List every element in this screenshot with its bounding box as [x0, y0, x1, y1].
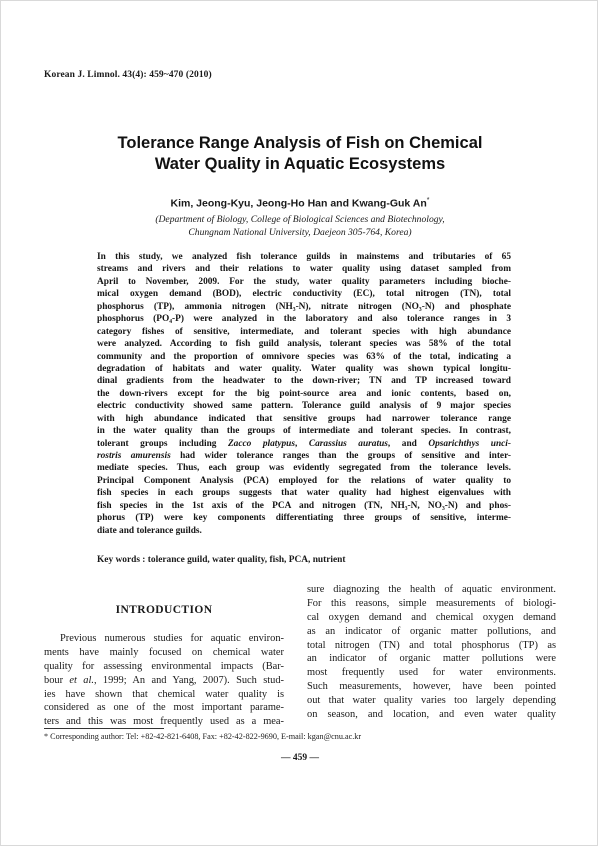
affiliation-line-2: Chungnam National University, Daejeon 305-764, Korea) — [188, 226, 412, 238]
body-line: For this reasons, simple measurements of biologi- — [307, 597, 556, 609]
abstract-line: diate and tolerance guilds. — [97, 525, 202, 536]
abstract-line: April to November, 2009. For the study, water quality parameters including bioche- — [97, 276, 511, 287]
right-column-text — [307, 583, 556, 722]
authors-text: Kim, Jeong-Kyu, Jeong-Ho Han and Kwang-Guk An — [170, 197, 427, 210]
abstract — [97, 251, 511, 537]
body-line: sure diagnozing the health of aquatic environment. — [307, 584, 556, 595]
footnote-divider — [44, 728, 164, 729]
abstract-line: fish species in the 1st axis of the PCA and nitrogen (TN, NH₃-N, NO₃-N) and phos- — [97, 500, 511, 511]
footnote-corresponding-author: * Corresponding author: Tel: +82-42-821-6408, Fax: +82-42-822-9690, E-mail: kgan@cnu.ac.kr — [44, 732, 362, 741]
body-line: ies have shown that chemical water quality is — [44, 688, 284, 700]
abstract-line: tolerant groups including Zacco platypus, Carassius auratus, and Opsarichthys unci- — [97, 438, 512, 449]
title-line-1: Tolerance Range Analysis of Fish on Chemical — [117, 134, 483, 152]
body-line: as an indicator of organic matter pollutions, and — [307, 625, 556, 637]
abstract-line: In this study, we analyzed fish tolerance guilds in mainstems and tributaries of 65 — [97, 252, 511, 262]
body-line: cal oxygen demand and chemical oxygen demand — [307, 611, 556, 623]
paper-title — [60, 133, 540, 175]
body-line: most frequently used for water environments. — [307, 667, 556, 679]
abstract-line: in the water quality than the groups of intermediate and tolerant species. In contrast, — [97, 426, 511, 437]
abstract-line: streams and rivers and their relations to water quality using dataset sampled from — [97, 264, 511, 275]
corresponding-author-mark: * — [426, 197, 430, 204]
abstract-line: mical oxygen demand (BOD), electric conductivity (EC), total nitrogen (TN), total — [97, 289, 511, 300]
abstract-line: Principal Component Analysis (PCA) employed for the relations of water quality to — [97, 475, 511, 486]
abstract-line: category fishes of sensitive, intermediate, and tolerant species with high abundance — [97, 326, 511, 337]
left-column — [44, 598, 284, 729]
affiliation-line-1: (Department of Biology, College of Biological Sciences and Biotechnology, — [155, 214, 445, 225]
page-number: — 459 — — [281, 753, 319, 763]
body-line: Such measurements, however, have been pointed — [307, 681, 556, 693]
body-line: considered as one of the most important parame- — [44, 702, 284, 714]
body-line: out that water quality varies too largely depending — [307, 695, 556, 707]
abstract-line: phosphorus (PO₄-P) were analyzed in the laboratory and also tolerance ranges in 3 — [97, 314, 511, 325]
section-heading-introduction: INTRODUCTION — [115, 604, 213, 616]
abstract-line: degradation of habitats and water quality. Water quality was shown typical longitu- — [97, 363, 511, 374]
abstract-line: with high abundance indicated that sensitive groups had narrower tolerance range — [97, 413, 511, 424]
body-line: Previous numerous studies for aquatic environ- — [60, 633, 284, 644]
body-line: total nitrogen (TN) and total phosphorus (TP) as — [307, 639, 556, 651]
abstract-line: fish species in each groups suggests that water quality had highest eigenvalues with — [97, 488, 511, 499]
abstract-line: phosphorus (TP), ammonia nitrogen (NH₃-N), nitrate nitrogen (NO₃-N) and phosphate — [97, 301, 511, 312]
abstract-line: phorus (TP) were key components differentiating three groups of sensitive, interme- — [97, 513, 511, 524]
body-line: an indicator of organic matter pollutions were — [307, 653, 556, 665]
abstract-line: rostris amurensis had wider tolerance ranges than the groups of sensitive and inter- — [97, 451, 511, 461]
body-line: on season, and location, and even water quality — [307, 709, 556, 721]
abstract-line: mediate species. Thus, each group was evidently segregated from the tolerance levels. — [97, 463, 511, 474]
abstract-line: electric conductivity showed same pattern. Tolerance guild analysis of 9 major species — [97, 401, 511, 412]
author-list — [60, 197, 540, 210]
title-line-2: Water Quality in Aquatic Ecosystems — [154, 155, 446, 173]
body-line: quality for assessing environmental impacts (Bar- — [44, 660, 284, 672]
abstract-line: community and the proportion of omnivore species was 63% of the total, indicating a — [97, 351, 511, 362]
affiliation — [60, 214, 540, 239]
right-column — [307, 583, 556, 722]
journal-reference: Korean J. Limnol. 43(4): 459~470 (2010) — [44, 70, 212, 80]
abstract-line: were analyzed. According to fish guild analysis, tolerant species was 58% of the total — [97, 339, 511, 350]
left-column-text — [44, 632, 284, 729]
keywords: Key words : tolerance guild, water quality, fish, PCA, nutrient — [97, 555, 346, 565]
body-line: bour et al., 1999; An and Yang, 2007). Such stud- — [44, 674, 284, 686]
abstract-line: the down-rivers except for the big point-source area and ionic contents, based on, — [97, 388, 511, 399]
abstract-line: dinal gradients from the headwater to the down-river; TN and TP increased toward — [97, 376, 511, 387]
body-line: ters and this was most frequently used as a mea- — [44, 716, 284, 728]
body-line: ments have mainly focused on chemical water — [44, 646, 284, 658]
